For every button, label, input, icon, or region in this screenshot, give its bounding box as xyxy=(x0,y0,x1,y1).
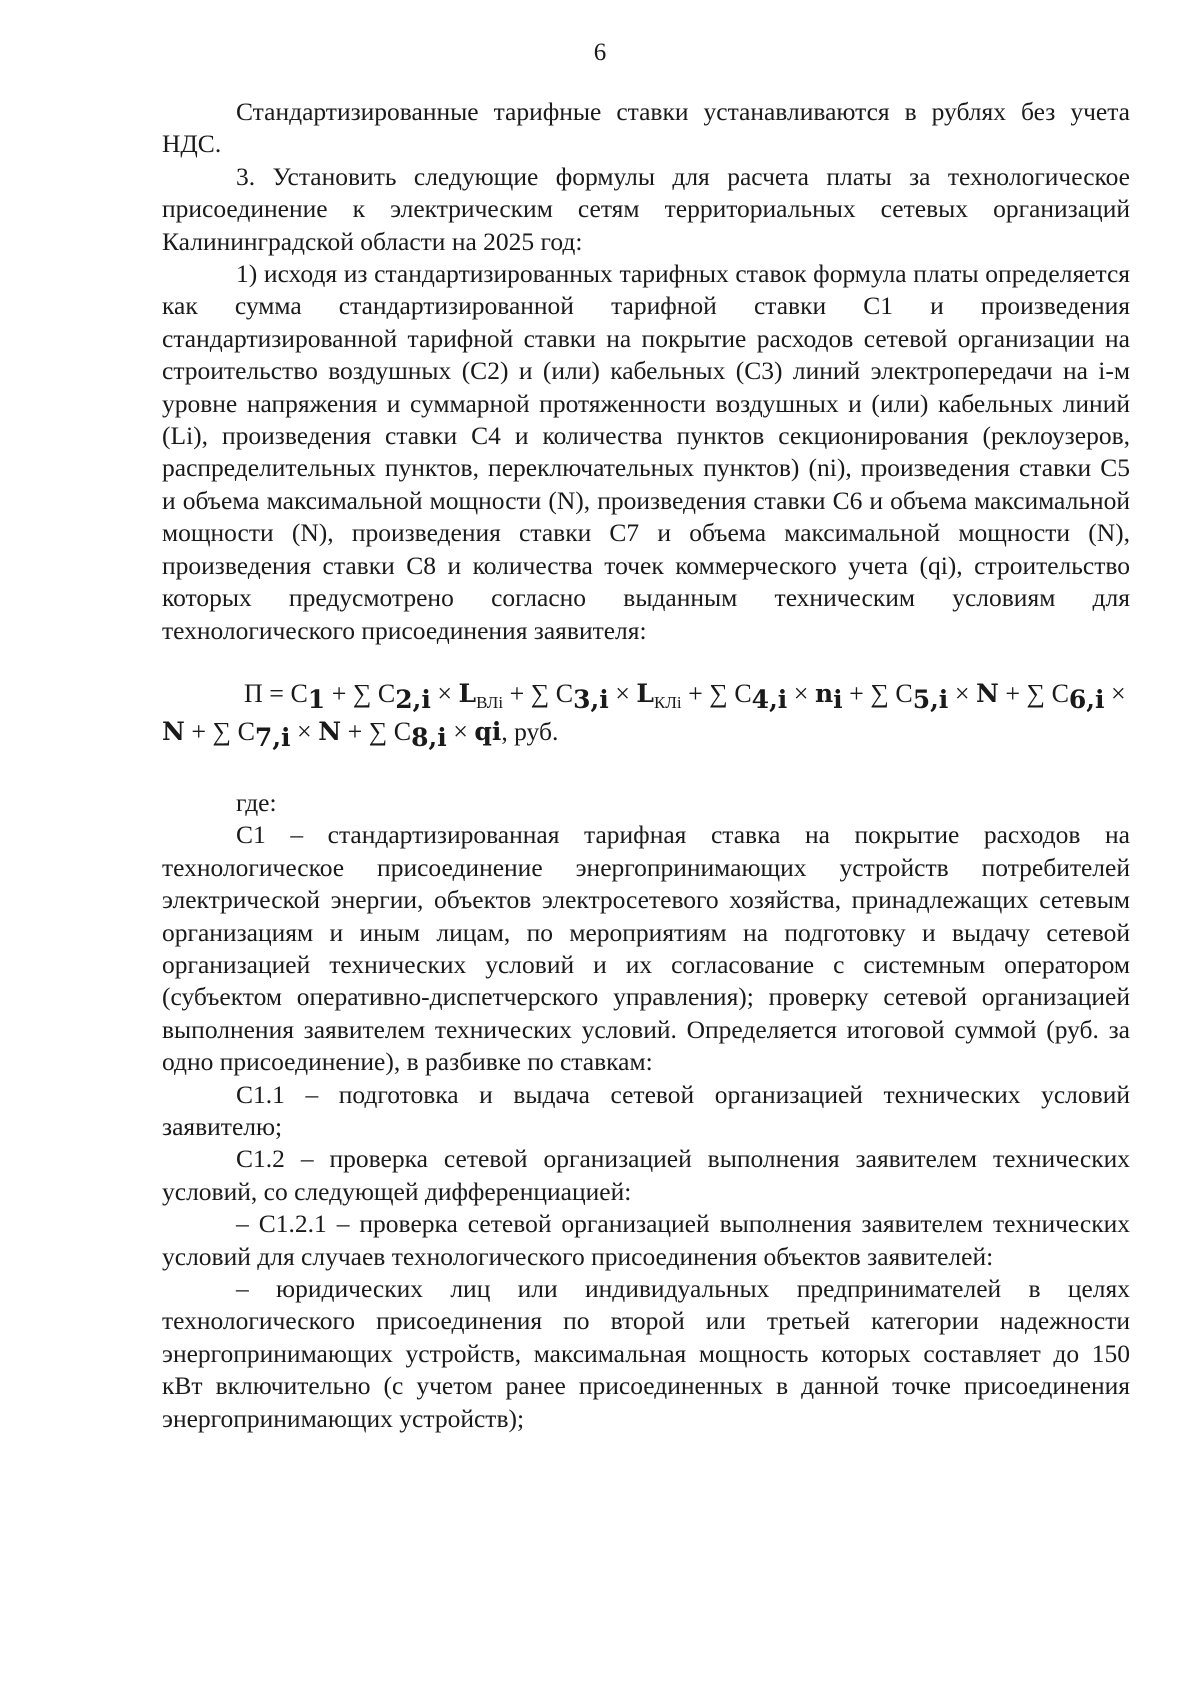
page-number: 6 xyxy=(593,39,607,66)
paragraph-legal-entities: – юридических лиц или индивидуальных предпринимателей в целях технологического присоединения по второй или третьей категории надежности энергопринимающих устройств, максимальная мощность которых составляет до 150 кВт включительно (с учетом ранее присоединенных в данной точке присоединения энергопринимающих устройств); xyxy=(162,1274,1130,1433)
where-label: где: xyxy=(236,787,277,817)
formula-line-1: $П = С_1$ + ∑ $С_{2,i} \times L_{ВЛi}$ + ∑ $С_{3,i} \times L_{КЛi}$ + ∑ $С_{4,i} \times n_i$ + ∑ $С_{5,i} \times N$ + ∑ $С_{6,i}$ × xyxy=(244,678,1126,714)
paragraph-c1-definition: С1 – стандартизированная тарифная ставка на покрытие расходов на технологическое присоединение энергопринимающих устройств потребителей электрической энергии, объектов электросетевого хозяйства, принадлежащих сетевым организациям и иным лицам, по мероприятиям на подготовку и выдачу сетевой организацией технических условий и их согласование с системным оператором (субъектом оперативно-диспетчерского управления); проверку сетевой организацией выполнения заявителем технических условий. Определяется итоговой суммой (руб. за одно присоединение), в разбивке по ставкам: xyxy=(162,820,1130,1077)
paragraph-subitem-1: 1) исходя из стандартизированных тарифных ставок формула платы определяется как сумма стандартизированной тарифной ставки C1 и произведения стандартизированной тарифной ставки на покрытие расходов сетевой организации на строительство воздушных (C2) и (или) кабельных (C3) линий электропередачи на i-м уровне напряжения и суммарной протяженности воздушных и (или) кабельных линий (Li), произведения ставки C4 и количества пунктов секционирования (реклоузеров, распределительных пунктов, переключательных пунктов) (ni), произведения ставки C5 и объема максимальной мощности (N), произведения ставки C6 и объема максимальной мощности (N), произведения ставки C7 и объема максимальной мощности (N), произведения ставки C8 и количества точек коммерческого учета (qi), строительство которых предусмотрено согласно выданным техническим условиям для технологического присоединения заявителя: xyxy=(162,259,1130,645)
paragraph-c1-1: С1.1 – подготовка и выдача сетевой организацией технических условий заявителю; xyxy=(162,1079,1130,1141)
paragraph-c1-2: С1.2 – проверка сетевой организацией выполнения заявителем технических условий, со следующей дифференциацией: xyxy=(162,1144,1130,1206)
paragraph-item-3: 3. Установить следующие формулы для расчета платы за технологическое присоединение к электрическим сетям территориальных сетевых организаций Калининградской области на 2025 год: xyxy=(162,161,1130,256)
paragraph-vat: Стандартизированные тарифные ставки устанавливаются в рублях без учета НДС. xyxy=(162,97,1130,159)
fee-formula xyxy=(162,675,1130,751)
formula-line-2: N + ∑ $С_{7,i} \times N$ + ∑ $С_{8,i}$ × qi, руб. xyxy=(162,716,559,752)
paragraph-c1-2-1: – С1.2.1 – проверка сетевой организацией выполнения заявителем технических условий для случаев технологического присоединения объектов заявителей: xyxy=(162,1209,1130,1271)
document-body xyxy=(162,96,1130,1435)
